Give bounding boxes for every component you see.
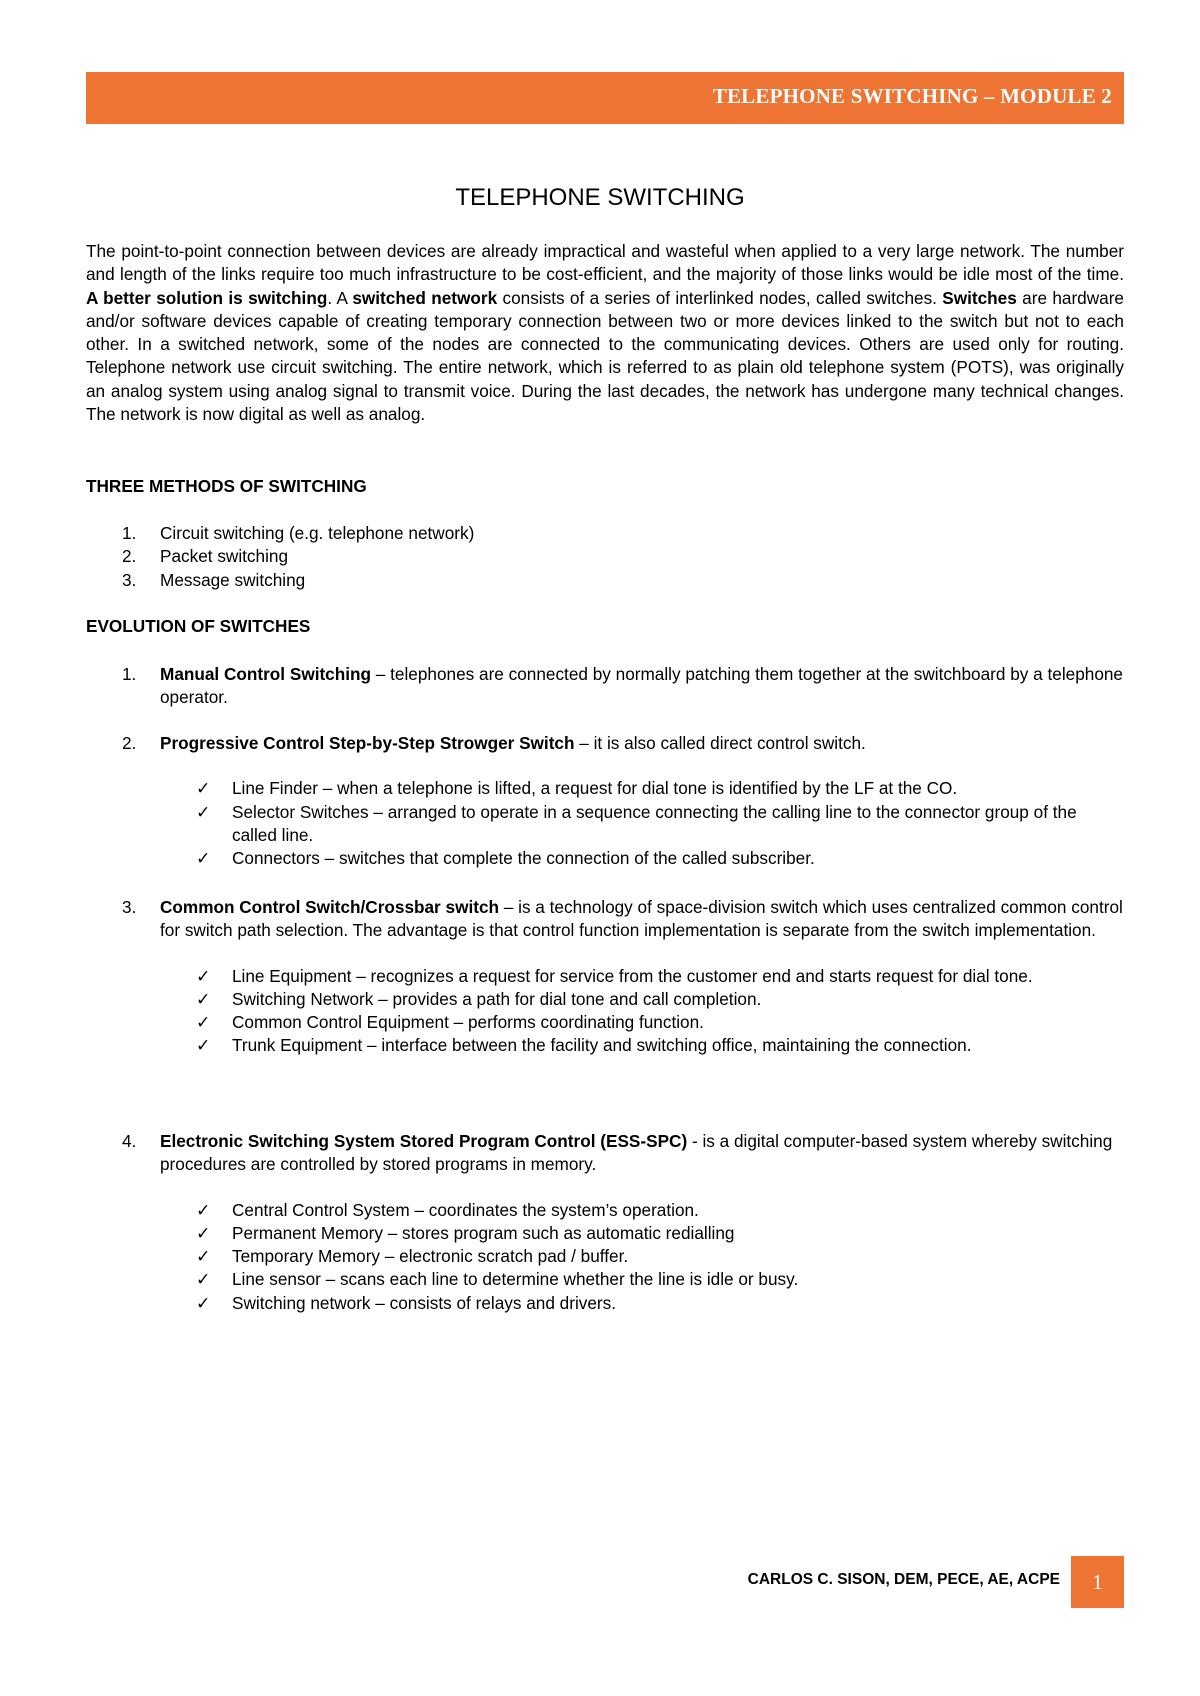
sub-item-text: Switching Network – provides a path for dial tone and call completion. (232, 988, 762, 1009)
list-text: Packet switching (160, 546, 289, 567)
list-number: 4. (122, 1131, 137, 1151)
check-icon: ✓ (196, 988, 211, 1009)
check-icon: ✓ (196, 1012, 211, 1033)
sub-list (86, 777, 1126, 870)
sub-list-item (86, 1011, 1126, 1034)
list-item (86, 522, 1126, 545)
evolution-item (86, 1130, 1126, 1315)
list-number: 3. (122, 897, 137, 917)
sub-item-text: Connectors – switches that complete the connection of the called subscriber. (232, 848, 815, 869)
sub-item-text: Trunk Equipment – interface between the facility and switching office, maintaining the connection. (232, 1035, 972, 1056)
evolution-item-label: Common Control Switch/Crossbar switch (160, 897, 500, 917)
intro-text-4: are hardware and/or software devices capable of creating temporary connection between two or more devices linked to the switch but not to each other. In a switched network, some of the nodes are connected to the communicating devices. Others are used only for routing. Telephone network use circuit switching. The entire network, which is referred to as plain old telephone system (POTS), was originally an analog system using analog signal to transmit voice. During the last decades, the network has undergone many technical changes. The network is now digital as well as analog. (86, 287, 1124, 425)
sub-list (86, 1199, 1126, 1315)
sub-item-text: Central Control System – coordinates the system’s operation. (232, 1199, 699, 1220)
sub-list-item (86, 801, 1126, 848)
evolution-item-head (86, 896, 1126, 943)
list-number: 2. (122, 733, 137, 753)
intro-bold-3: Switches (942, 287, 1017, 308)
evolution-item (86, 663, 1126, 710)
intro-text-1: The point-to-point connection between devices are already impractical and wasteful when applied to a very large network. The number and length of the links require too much infrastructure to be cost-efficient, and the majority of those links would be idle most of the time. (86, 241, 1124, 285)
page-title: TELEPHONE SWITCHING (455, 184, 745, 211)
evolution-item-head (86, 663, 1126, 710)
evolution-item-desc: – is a technology of space-division switch which uses centralized common control for switch path selection. The advantage is that control function implementation is separate from the switch implementation. (160, 897, 1123, 941)
check-icon: ✓ (196, 1222, 211, 1243)
check-icon: ✓ (196, 848, 211, 869)
intro-text-3: consists of a series of interlinked nodes, called switches. (497, 287, 943, 308)
check-icon: ✓ (196, 1246, 211, 1267)
list-item (86, 569, 1126, 592)
sub-list-item (86, 988, 1126, 1011)
sub-item-text: Line Finder – when a telephone is lifted, a request for dial tone is identified by the LF at the CO. (232, 778, 958, 799)
evolution-item-desc: – it is also called direct control switch. (574, 733, 866, 753)
sub-list-item (86, 1268, 1126, 1291)
sub-list-item (86, 1222, 1126, 1245)
check-icon: ✓ (196, 965, 211, 986)
list-number: 1. (122, 523, 137, 543)
list-number: 1. (122, 664, 137, 684)
check-icon: ✓ (196, 1269, 211, 1290)
sub-item-text: Line Equipment – recognizes a request for service from the customer end and starts request for dial tone. (232, 965, 1033, 986)
sub-list-item (86, 1199, 1126, 1222)
check-icon: ✓ (196, 1199, 211, 1220)
evolution-item (86, 896, 1126, 1058)
intro-bold-1: A better solution is switching (86, 287, 328, 308)
check-icon: ✓ (196, 778, 211, 799)
evolution-item-label: Manual Control Switching (160, 664, 372, 684)
evolution-item-head (86, 732, 1126, 755)
footer-author: CARLOS C. SISON, DEM, PECE, AE, ACPE (747, 1571, 1060, 1588)
evolution-heading: EVOLUTION OF SWITCHES (86, 616, 311, 636)
methods-heading: THREE METHODS OF SWITCHING (86, 476, 367, 496)
evolution-item-desc: - is a digital computer-based system whereby switching procedures are controlled by stored programs in memory. (160, 1131, 1113, 1175)
sub-item-text: Common Control Equipment – performs coordinating function. (232, 1012, 704, 1033)
sub-item-text: Selector Switches – arranged to operate in a sequence connecting the calling line to the connector group of the called line. (232, 801, 1077, 845)
intro-bold-2: switched network (352, 287, 498, 308)
check-icon: ✓ (196, 1292, 211, 1313)
list-number: 3. (122, 569, 137, 590)
sub-item-text: Line sensor – scans each line to determine whether the line is idle or busy. (232, 1269, 799, 1290)
check-icon: ✓ (196, 801, 211, 822)
header-title: TELEPHONE SWITCHING – MODULE 2 (712, 84, 1112, 108)
sub-list-item (86, 847, 1126, 870)
evolution-item-desc: – telephones are connected by normally patching them together at the switchboard by a telephone operator. (160, 664, 1123, 708)
sub-list (86, 965, 1126, 1058)
evolution-item-head (86, 1130, 1126, 1177)
list-number: 2. (122, 546, 137, 567)
header-band (86, 72, 1124, 124)
page-number: 1 (1071, 1556, 1124, 1608)
evolution-item-label: Progressive Control Step-by-Step Strowger Switch (160, 733, 575, 753)
list-item (86, 545, 1126, 568)
list-text: Message switching (160, 569, 306, 590)
sub-item-text: Permanent Memory – stores program such as automatic redialling (232, 1222, 735, 1243)
sub-list-item (86, 1034, 1126, 1057)
methods-list (86, 522, 1126, 592)
list-text: Circuit switching (e.g. telephone network) (160, 523, 475, 543)
evolution-item-label: Electronic Switching System Stored Program Control (ESS-SPC) (160, 1131, 688, 1151)
sub-list-item (86, 777, 1126, 800)
evolution-item (86, 732, 1126, 870)
sub-list-item (86, 1245, 1126, 1268)
intro-text-2: . A (327, 287, 353, 308)
check-icon: ✓ (196, 1035, 211, 1056)
intro-paragraph (86, 240, 1124, 426)
sub-list-item (86, 1292, 1126, 1315)
sub-item-text: Switching network – consists of relays and drivers. (232, 1292, 617, 1313)
sub-list-item (86, 965, 1126, 988)
sub-item-text: Temporary Memory – electronic scratch pad / buffer. (232, 1246, 629, 1267)
